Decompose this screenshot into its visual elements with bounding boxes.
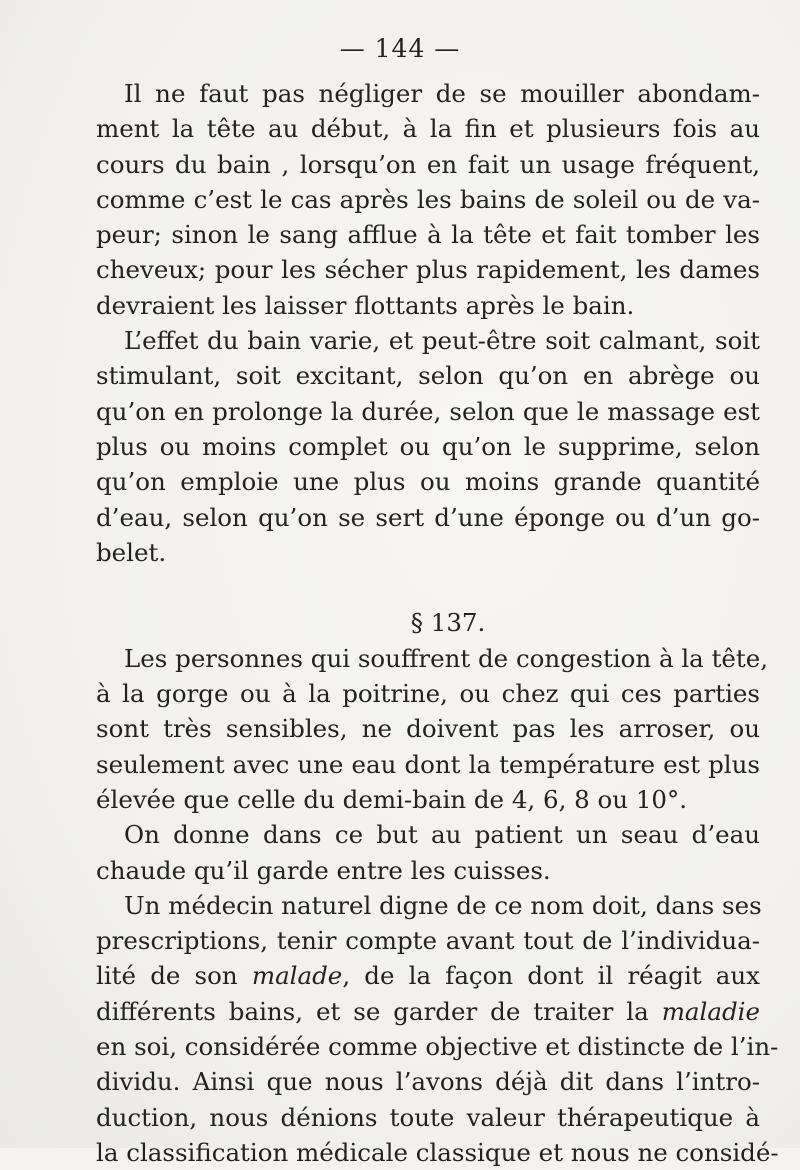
paragraph	[96, 641, 769, 817]
text-line: duction, nous dénions toute valeur thérapeutique à	[96, 1102, 760, 1132]
text-line: ment la tête au début, à la fin et plusieurs fois au	[96, 114, 760, 144]
text-line: cheveux; pour les sécher plus rapidement, les dames	[96, 255, 760, 285]
section-heading: § 137.	[410, 608, 486, 638]
text-line: seulement avec une eau dont la température est plus	[96, 749, 760, 779]
text-line	[96, 994, 760, 1029]
page-text	[96, 76, 779, 1170]
text-line: Les personnes qui souffrent de congestion à la tête,	[124, 643, 769, 673]
paragraph	[96, 888, 779, 1170]
text-line: à la gorge ou à la poitrine, ou chez qui ces parties	[96, 679, 760, 709]
text-line: stimulant, soit excitant, selon qu’on en abrège ou	[96, 361, 760, 391]
text-fragment: différents bains, et se garder de traiter la	[96, 996, 662, 1026]
text-line: plus ou moins complet ou qu’on le supprime, selon	[96, 431, 760, 461]
text-line: sont très sensibles, ne doivent pas les arroser, ou	[96, 714, 760, 744]
text-line: comme c’est le cas après les bains de soleil ou de va-	[96, 184, 760, 214]
text-line: cours du bain , lorsqu’on en fait un usage fréquent,	[96, 149, 760, 179]
paragraph	[96, 76, 760, 323]
text-line: prescriptions, tenir compte avant tout de l’individua-	[96, 926, 760, 956]
text-line: dividu. Ainsi que nous l’avons déjà dit dans l’intro-	[96, 1067, 760, 1097]
text-line: chaude qu’il garde entre les cuisses.	[96, 855, 551, 885]
text-line	[96, 958, 760, 993]
text-line: élevée que celle du demi-bain de 4, 6, 8 ou 10°.	[96, 784, 688, 814]
text-line: en soi, considérée comme objective et distincte de l’in-	[96, 1032, 779, 1062]
text-line: peur; sinon le sang afflue à la tête et fait tomber les	[96, 220, 760, 250]
text-line: devraient les laisser flottants après le bain.	[96, 290, 635, 320]
text-line: Il ne faut pas négliger de se mouiller abondam-	[124, 79, 760, 108]
page-number: — 144 —	[339, 34, 461, 63]
text-line: L’effet du bain varie, et peut-être soit calmant, soit	[124, 326, 760, 356]
italic-term: maladie	[661, 996, 760, 1026]
paragraph	[96, 817, 760, 888]
text-line: belet.	[96, 537, 167, 567]
text-line: Un médecin naturel digne de ce nom doit, dans ses	[124, 890, 762, 920]
text-fragment: lité de son	[96, 961, 252, 991]
text-line: qu’on emploie une plus ou moins grande quantité	[96, 467, 760, 497]
text-line: d’eau, selon qu’on se sert d’une éponge ou d’un go-	[96, 502, 760, 532]
text-line: On donne dans ce but au patient un seau d’eau	[124, 820, 760, 850]
text-fragment: , de la façon dont il réagit aux	[342, 961, 761, 991]
paragraph	[96, 323, 760, 605]
text-line	[96, 570, 760, 605]
text-line: la classification médicale classique et nous ne considé-	[96, 1137, 779, 1167]
text-line: qu’on en prolonge la durée, selon que le massage est	[96, 396, 760, 426]
italic-term: malade	[251, 961, 343, 991]
